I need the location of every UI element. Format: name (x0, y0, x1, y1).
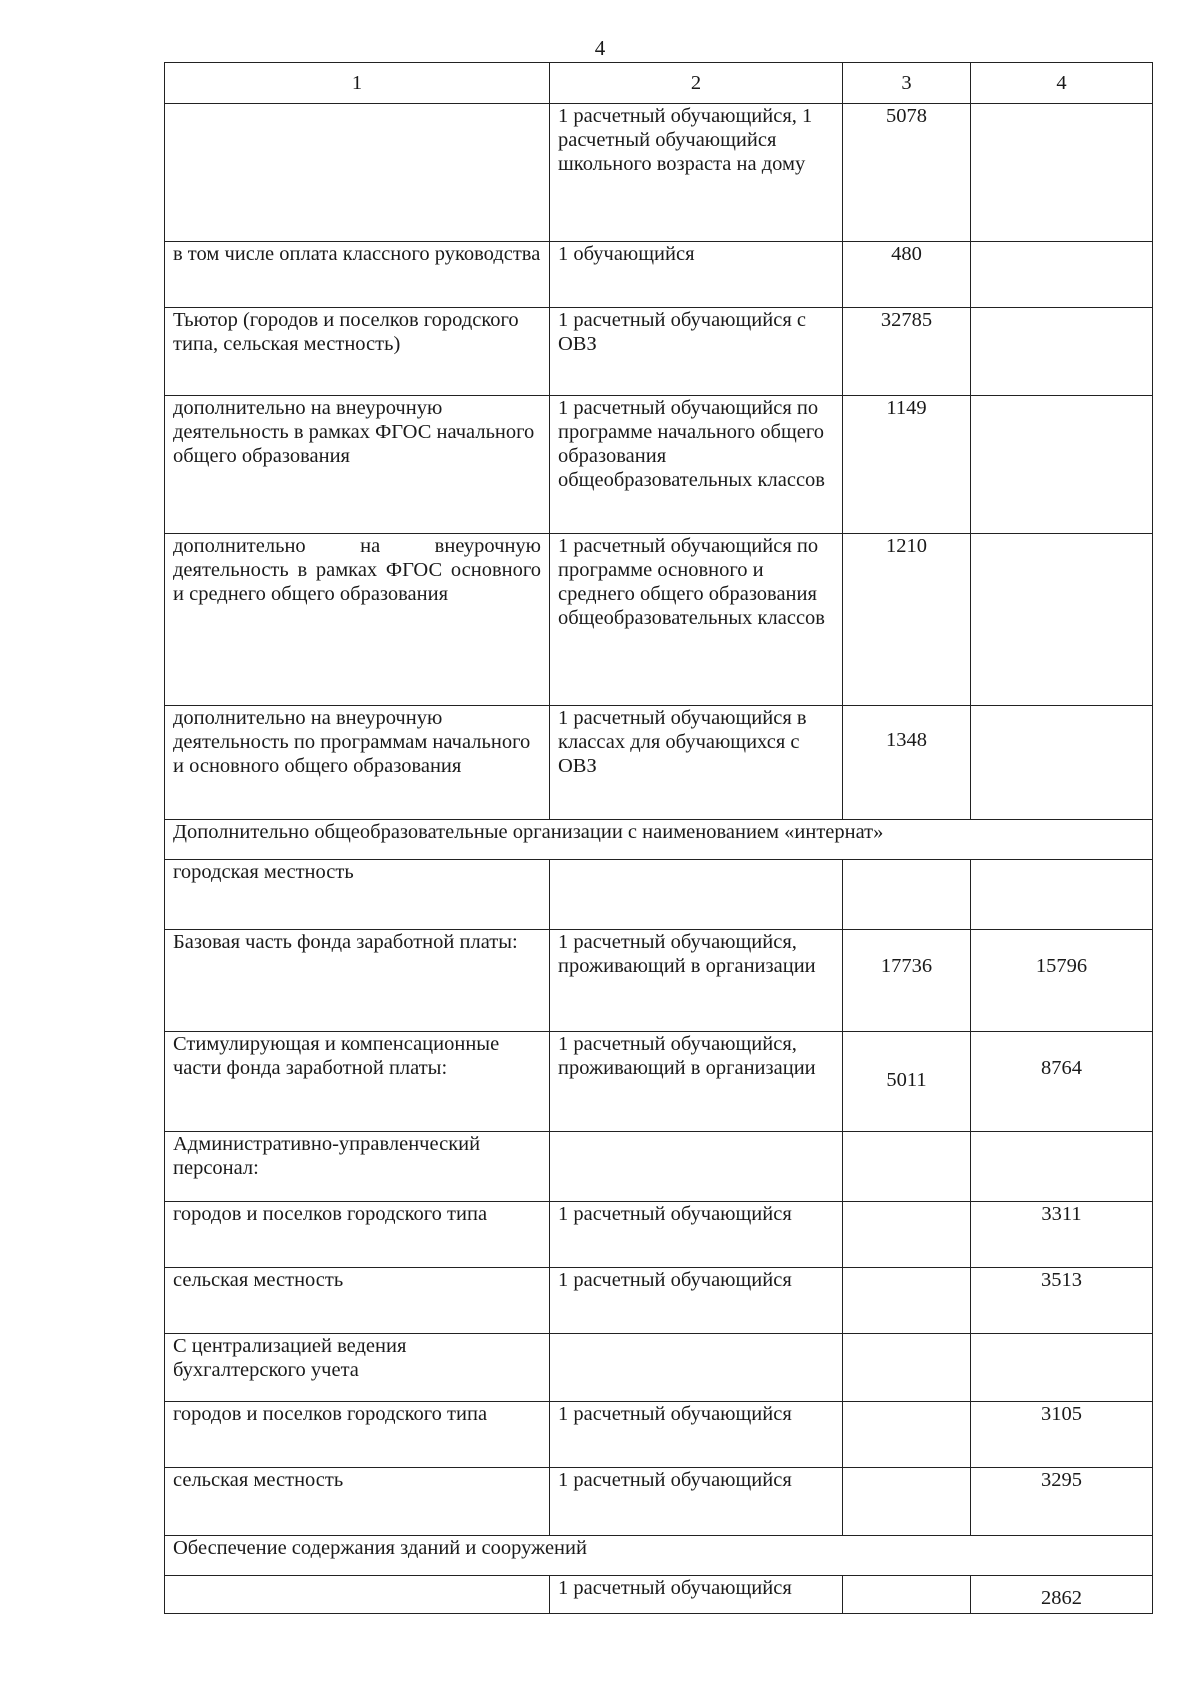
table-row (165, 1268, 1153, 1334)
cell-indicator: городов и поселков городского типа (165, 1202, 550, 1268)
cell-value-4 (971, 242, 1153, 308)
cell-value-3: 1149 (843, 396, 971, 534)
cell-indicator: Тьютор (городов и поселков городского типа, сельская местность) (165, 308, 550, 396)
table-row (165, 1334, 1153, 1402)
cell-value-3: 5011 (843, 1032, 971, 1132)
cell-value-3: 1210 (843, 534, 971, 706)
table-row (165, 1576, 1153, 1614)
table-row (165, 104, 1153, 242)
cell-indicator (165, 1576, 550, 1614)
cell-unit: 1 расчетный обучающийся с ОВЗ (550, 308, 843, 396)
cell-unit: 1 расчетный обучающийся (550, 1576, 843, 1614)
cell-value-3 (843, 1202, 971, 1268)
cell-value-4 (971, 396, 1153, 534)
cell-value-3: 32785 (843, 308, 971, 396)
cell-unit (550, 1334, 843, 1402)
norms-table (164, 62, 1153, 1614)
table-section-row (165, 820, 1153, 860)
cell-value-4: 3295 (971, 1468, 1153, 1536)
column-header-3: 3 (843, 63, 971, 104)
table-row (165, 1032, 1153, 1132)
cell-unit: 1 расчетный обучающийся (550, 1268, 843, 1334)
cell-value-3 (843, 1576, 971, 1614)
table-row (165, 308, 1153, 396)
cell-unit: 1 расчетный обучающийся в классах для обучающихся с ОВЗ (550, 706, 843, 820)
table-row (165, 930, 1153, 1032)
cell-value-4 (971, 534, 1153, 706)
cell-indicator: сельская местность (165, 1268, 550, 1334)
cell-indicator: дополнительно на внеурочную деятельность по программам начального и основного общего образования (165, 706, 550, 820)
cell-indicator: в том числе оплата классного руководства (165, 242, 550, 308)
cell-value-4: 3311 (971, 1202, 1153, 1268)
page-number: 4 (594, 36, 606, 60)
cell-unit: 1 расчетный обучающийся по программе начального общего образования общеобразовательных классов (550, 396, 843, 534)
cell-unit: 1 расчетный обучающийся, проживающий в организации (550, 1032, 843, 1132)
cell-value-3: 480 (843, 242, 971, 308)
cell-value-4 (971, 308, 1153, 396)
table-row (165, 860, 1153, 930)
column-header-1: 1 (165, 63, 550, 104)
table-row (165, 1468, 1153, 1536)
cell-unit: 1 расчетный обучающийся (550, 1402, 843, 1468)
cell-indicator (165, 104, 550, 242)
cell-value-4: 8764 (971, 1032, 1153, 1132)
cell-value-3: 5078 (843, 104, 971, 242)
cell-indicator: городская местность (165, 860, 550, 930)
cell-value-4 (971, 1132, 1153, 1202)
cell-unit: 1 расчетный обучающийся (550, 1468, 843, 1536)
section-title: Обеспечение содержания зданий и сооружений (165, 1536, 1153, 1576)
cell-unit: 1 расчетный обучающийся (550, 1202, 843, 1268)
cell-value-4: 2862 (971, 1576, 1153, 1614)
table-row (165, 396, 1153, 534)
cell-value-4 (971, 860, 1153, 930)
cell-value-4: 3513 (971, 1268, 1153, 1334)
cell-indicator: дополнительно на внеурочную деятельность в рамках ФГОС основного и среднего общего образования (165, 534, 550, 706)
cell-value-3: 1348 (843, 706, 971, 820)
cell-value-4 (971, 104, 1153, 242)
table-header-row (165, 63, 1153, 104)
cell-value-3 (843, 1334, 971, 1402)
cell-indicator: Административно-управленческий персонал: (165, 1132, 550, 1202)
cell-value-3 (843, 1402, 971, 1468)
cell-unit: 1 расчетный обучающийся, 1 расчетный обучающийся школьного возраста на дому (550, 104, 843, 242)
column-header-2: 2 (550, 63, 843, 104)
table-row (165, 1132, 1153, 1202)
table-row (165, 706, 1153, 820)
table-section-row (165, 1536, 1153, 1576)
cell-unit: 1 расчетный обучающийся, проживающий в организации (550, 930, 843, 1032)
cell-value-3: 17736 (843, 930, 971, 1032)
cell-value-4 (971, 1334, 1153, 1402)
cell-value-4: 3105 (971, 1402, 1153, 1468)
cell-value-3 (843, 1468, 971, 1536)
cell-value-3 (843, 1132, 971, 1202)
cell-value-4 (971, 706, 1153, 820)
cell-unit (550, 1132, 843, 1202)
cell-unit: 1 расчетный обучающийся по программе основного и среднего общего образования общеобразовательных классов (550, 534, 843, 706)
section-title: Дополнительно общеобразовательные организации с наименованием «интернат» (165, 820, 1153, 860)
cell-value-3 (843, 1268, 971, 1334)
cell-indicator: Стимулирующая и компенсационные части фонда заработной платы: (165, 1032, 550, 1132)
cell-indicator: С централизацией ведения бухгалтерского учета (165, 1334, 550, 1402)
cell-unit (550, 860, 843, 930)
cell-unit: 1 обучающийся (550, 242, 843, 308)
table-row (165, 1402, 1153, 1468)
cell-indicator: сельская местность (165, 1468, 550, 1536)
column-header-4: 4 (971, 63, 1153, 104)
cell-value-4: 15796 (971, 930, 1153, 1032)
cell-indicator: дополнительно на внеурочную деятельность в рамках ФГОС начального общего образования (165, 396, 550, 534)
cell-value-3 (843, 860, 971, 930)
cell-indicator: Базовая часть фонда заработной платы: (165, 930, 550, 1032)
cell-indicator: городов и поселков городского типа (165, 1402, 550, 1468)
table-row (165, 242, 1153, 308)
table-row (165, 1202, 1153, 1268)
table-row (165, 534, 1153, 706)
